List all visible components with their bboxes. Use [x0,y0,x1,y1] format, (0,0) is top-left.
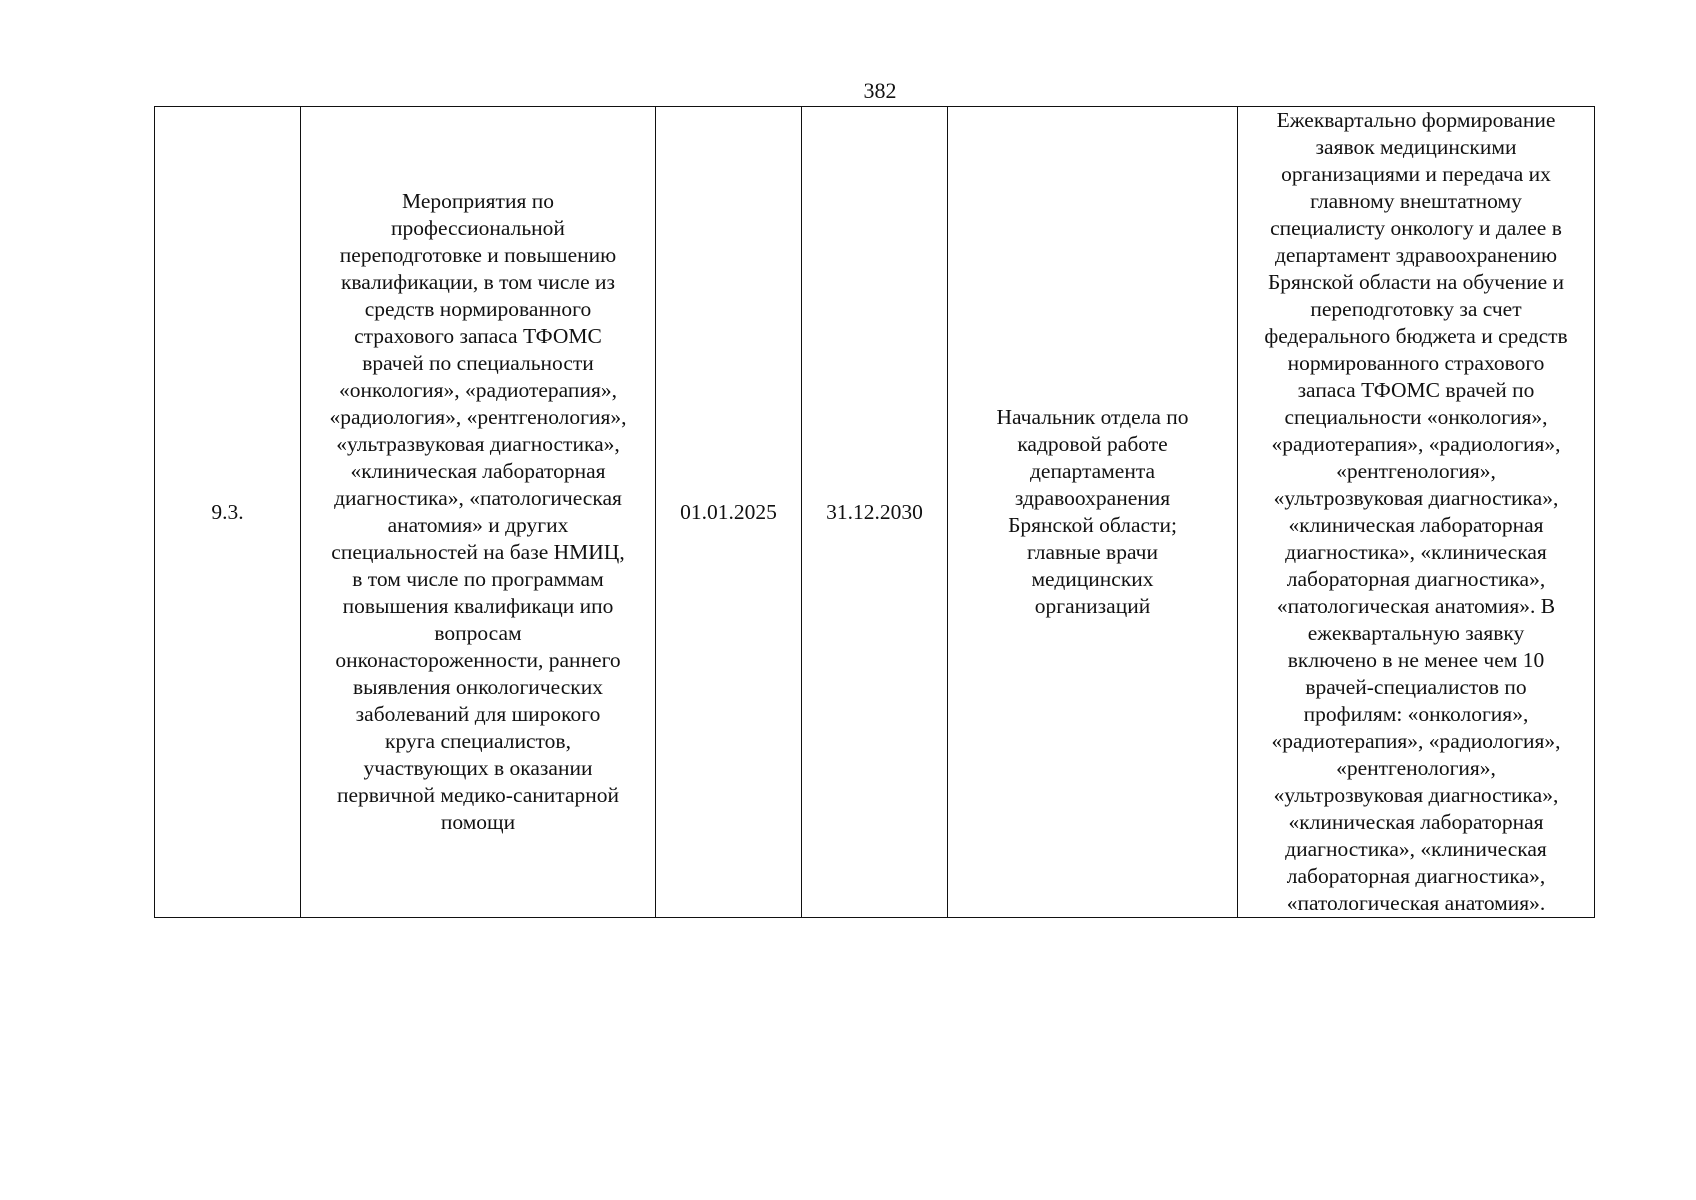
responsible-text: Начальник отдела по кадровой работе департамента здравоохранения Брянской области; главные врачи медицинских организаций [996,405,1189,618]
row-number: 9.3. [211,499,244,524]
result-cell [1238,107,1595,918]
activity-text: Мероприятия по профессиональной переподготовке и повышению квалификации, в том числе из средств нормированного страхового запаса ТФОМС врачей по специальности «онкология», «радиотерапия», «радиология», «рентгенология», «ультразвуковая диагностика», «клиническая лабораторная диагностика», «патологическая анатомия» и других специальностей на базе НМИЦ, в том числе по программам повышения квалификаци ипо вопросам онконастороженности, раннего выявления онкологических заболеваний для широкого круга специалистов, участвующих в оказании первичной медико-санитарной помощи [329,189,627,834]
start-date-cell [656,107,802,918]
activity-cell [301,107,656,918]
responsible-cell [948,107,1238,918]
result-text: Ежеквартально формирование заявок медицинскими организациями и передача их главному внештатному специалисту онкологу и далее в департамент здравоохранению Брянской области на обучение и переподготовку за счет федерального бюджета и средств нормированного страхового запаса ТФОМС врачей по специальности «онкология», «радиотерапия», «радиология», «рентгенология», «ультрозвуковая диагностика», «клиническая лабораторная диагностика», «клиническая лабораторная диагностика», «патологическая анатомия». В ежеквартальную заявку включено в не менее чем 10 врачей-специалистов по профилям: «онкология», «радиотерапия», «радиология», «рентгенология», «ультрозвуковая диагностика», «клиническая лабораторная диагностика», «клиническая лабораторная диагностика», «патологическая анатомия». [1264,108,1568,915]
activity-table [154,106,1595,918]
row-number-cell [155,107,301,918]
page-number: 382 [863,78,897,103]
table-row [155,107,1595,918]
end-date: 31.12.2030 [826,499,923,524]
end-date-cell [802,107,948,918]
start-date: 01.01.2025 [680,499,777,524]
